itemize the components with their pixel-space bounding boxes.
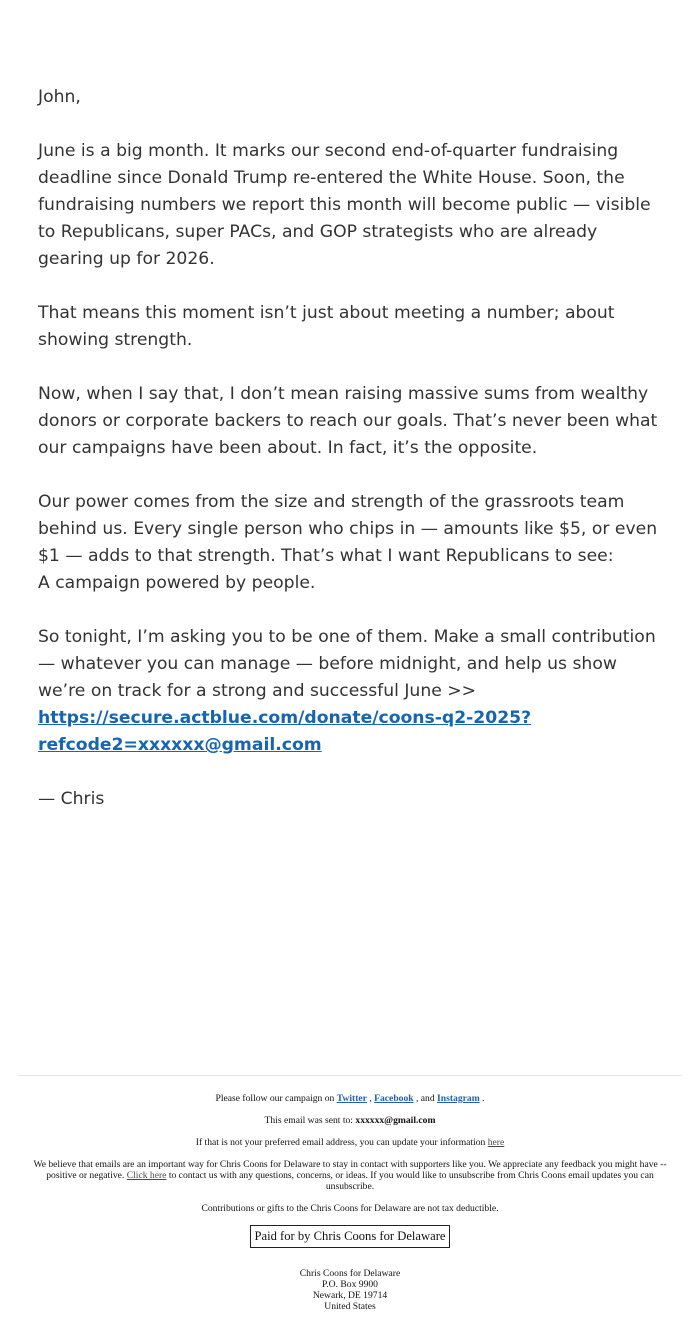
update-line (30, 1137, 670, 1148)
follow-prefix: Please follow our campaign on (215, 1093, 337, 1104)
follow-sep-1: , (366, 1093, 375, 1104)
follow-line (30, 1093, 670, 1104)
sent-to-prefix: This email was sent to: (264, 1115, 356, 1126)
sent-to-email: xxxxxx@gmail.com (355, 1115, 436, 1126)
twitter-link[interactable]: Twitter (336, 1093, 367, 1104)
footer (30, 1093, 670, 1312)
paragraph-ask (38, 624, 668, 759)
tax-note: Contributions or gifts to the Chris Coons for Delaware are not tax deductible. (201, 1203, 499, 1214)
address-po-box: P.O. Box 9900 (322, 1279, 378, 1290)
update-prefix: If that is not your preferred email address, you can update your information (195, 1137, 488, 1148)
address-country: United States (324, 1301, 376, 1312)
email-body (38, 84, 668, 840)
belief-paragraph (30, 1159, 670, 1192)
update-info-link[interactable]: here (487, 1137, 505, 1148)
address-city: Newark, DE 19714 (312, 1290, 388, 1301)
follow-suffix: . (479, 1093, 485, 1104)
follow-sep-2: , and (413, 1093, 438, 1104)
paid-for-disclaimer: Paid for by Chris Coons for Delaware (250, 1225, 451, 1248)
address-name: Chris Coons for Delaware (299, 1268, 401, 1279)
greeting: John, (38, 87, 81, 107)
donate-link[interactable] (38, 708, 531, 755)
paragraph-wealthy-donors: Now, when I say that, I don’t mean raising massive sums from wealthy donors or corporate backers to reach our goals. That’s never been what our campaigns have been about. In fact, it’s the opposite. (38, 384, 658, 458)
belief-text-2: to contact us with any questions, concerns, or ideas. If you would like to unsubscribe from Chris Coons email updates you can unsubscribe. (166, 1170, 654, 1192)
paragraph-june: June is a big month. It marks our second end-of-quarter fundraising deadline since Donald Trump re-entered the White House. Soon, the fundraising numbers we report this month will become public — visible to Republicans, super PACs, and GOP strategists who are already gearing up for 2026. (38, 141, 651, 269)
power-line-2: A campaign powered by people. (38, 573, 316, 593)
belief-text-1: We believe that emails are an important way for Chris Coons for Delaware to stay in contact with supporters like you. We appreciate any feedback you might have -- positive or negative. (33, 1159, 667, 1181)
paragraph-power (38, 489, 668, 597)
ask-text: So tonight, I’m asking you to be one of them. Make a small contribution — whatever you can manage — before midnight, and help us show we’re on track for a strong and successful June >> (38, 627, 656, 701)
power-text: Our power comes from the size and strength of the grassroots team behind us. Every single person who chips in — amounts like $5, or even $1 — adds to that strength. That’s what I want Republicans to see: (38, 492, 658, 566)
signoff: — Chris (38, 789, 105, 809)
mailing-address (30, 1268, 670, 1312)
contact-click-here-link[interactable]: Click here (126, 1170, 167, 1181)
donate-link-line-2[interactable]: refcode2=xxxxxx@gmail.com (38, 735, 322, 755)
facebook-link[interactable]: Facebook (374, 1093, 414, 1104)
donate-link-line-1[interactable]: https://secure.actblue.com/donate/coons-q2-2025? (38, 708, 532, 728)
paragraph-strength: That means this moment isn’t just about meeting a number; about showing strength. (38, 303, 615, 350)
footer-divider (18, 1075, 682, 1076)
sent-to-line (30, 1115, 670, 1126)
instagram-link[interactable]: Instagram (437, 1093, 480, 1104)
